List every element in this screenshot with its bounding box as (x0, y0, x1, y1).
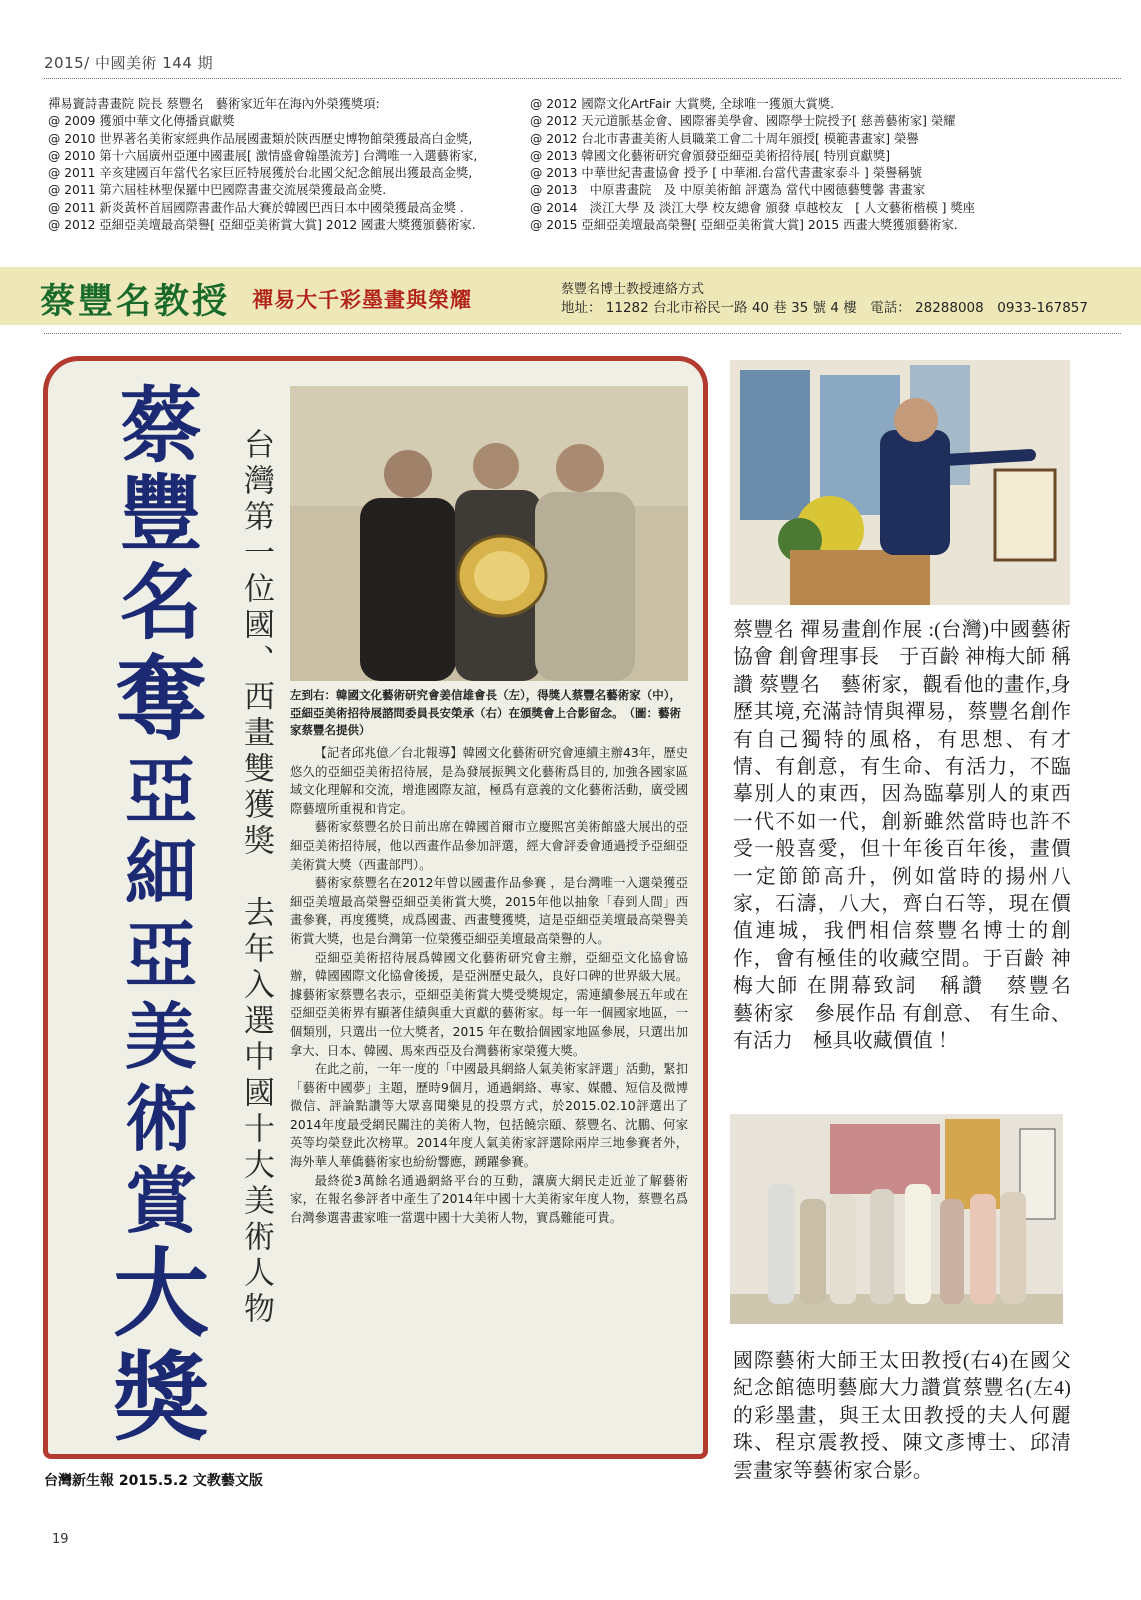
page-number: 19 (52, 1532, 69, 1547)
headline-char: 蔡 (119, 378, 202, 474)
award-item: @ 2010 第十六屆廣州亞運中國畫展[ 激情盛會翰墨流芳] 台灣唯一入選藝術家, (48, 148, 478, 163)
headline-char: 細 (124, 830, 197, 915)
section-divider (44, 333, 1121, 334)
award-photo (290, 386, 688, 681)
speech-photo-illustration (730, 360, 1070, 605)
clipping-subhead: 台灣第一位國、西畫雙獲獎 去年入選中國十大美術人物 (238, 428, 274, 1328)
award-item: @ 2012 台北市書畫美術人員職業工會二十周年頒授[ 模範書畫家] 榮譽 (530, 131, 919, 146)
headline-char: 術 (124, 1076, 197, 1161)
clipping-headline (86, 378, 236, 1454)
award-item: @ 2015 亞細亞美壇最高榮譽[ 亞細亞美術賞大賞] 2015 西畫大獎獲頒藝術家. (530, 218, 958, 233)
article-paragraph: 藝術家蔡豐名在2012年曾以國畫作品參賽 ，是台灣唯一入選榮獲亞細亞美壇最高榮譽亞細亞美術賞大獎，2015年他以抽象「春到人間」西畫參賽，再度獲獎，成爲國畫、西畫雙獲獎，這是亞細亞美壇最高榮譽美術賞大獎，也是台灣第一位榮獲亞細亞美壇最高榮譽的人。 (290, 876, 688, 946)
article-paragraph: 在此之前，一年一度的「中國最具網絡人氣美術家評選」活動，緊扣「藝術中國夢」主題，歷時9個月，通過網絡、專家、媒體、短信及微博微信、評論點讚等大眾喜聞樂見的投票方式，於2015.02.10評選出了2014年度最受網民關注的美術人物，包括饒宗頤、蔡豐名、沈鵬、何家英等均榮登此次榜單。2014年度人氣美術家評選除兩岸三地參賽者外，海外華人華僑藝術家也紛紛響應，踴躍參賽。 (290, 1062, 688, 1170)
speech-photo (730, 360, 1070, 605)
photo-caption: 左到右：韓國文化藝術研究會姜信雄會長（左），得獎人蔡豐名藝術家（中），亞細亞美術招待展諮問委員長安榮承（右）在頒獎會上合影留念。 （圖：藝術家蔡豐名提供） (290, 688, 681, 737)
headline-char: 豐 (119, 466, 202, 562)
headline-char: 奪 (114, 645, 207, 753)
article-paragraph: 最終從3萬餘名通過網絡平台的互動，讓廣大網民走近並了解藝術家，在報名參評者中產生了2014年中國十大美術家年度人物，蔡豐名爲台灣參選書畫家唯一當選中國十大美術人物，實爲難能可貴。 (290, 1173, 688, 1225)
award-item: 禪易竇詩書畫院 院長 蔡豐名 藝術家近年在海內外榮獲獎項: (48, 97, 380, 111)
award-item: @ 2014 淡江大學 及 淡江大學 校友總會 頒發 卓越校友 [ 人文藝術楷模 ] 獎座 (530, 200, 975, 215)
awards-list-left (48, 96, 477, 234)
headline-char: 名 (119, 555, 202, 651)
group-photo-illustration (730, 1114, 1063, 1324)
award-item: @ 2013 中華世紀書畫協會 授予 [ 中華湘.台當代書畫家泰斗 ] 榮譽稱號 (530, 166, 922, 181)
headline-char: 大 (113, 1237, 209, 1350)
banner-subtitle: 禪易大千彩墨畫與榮耀 (252, 288, 472, 312)
newspaper-source: 台灣新生報 2015.5.2 文教藝文版 (44, 1473, 263, 1489)
awards-list-right (530, 96, 975, 234)
award-item: @ 2012 國際文化ArtFair 大賞獎, 全球唯一獲頒大賞獎. (530, 97, 835, 111)
award-item: @ 2012 亞細亞美壇最高榮譽[ 亞細亞美術賞大賞] 2012 國畫大獎獲頒藝術家. (48, 218, 476, 233)
contact-title: 蔡豐名博士教授連絡方式 (561, 282, 705, 297)
award-item: @ 2012 天元道脈基金會、國際審美學會、國際學士院授予[ 慈善藝術家] 榮耀 (530, 114, 956, 129)
headline-char: 獎 (113, 1341, 209, 1454)
article-paragraph: 藝術家蔡豐名於日前出席在韓國首爾市立慶熙宮美術館盛大展出的亞細亞美術招待展，他以西畫作品參加評選，經大會評委會通過授予亞細亞美術賞大獎（西畫部門）。 (290, 820, 688, 872)
article-paragraph: 亞細亞美術招待展爲韓國文化藝術研究會主辦，亞細亞文化協會協辦，韓國國際文化協會後援，是亞洲歷史最久，良好口碑的世界級大展。據藝術家蔡豐名表示，亞細亞美術賞大獎受獎規定，需連續參展五年或在亞細亞美術界有顯著佳績與重大貢獻的藝術家。每一年一個國家地區，一個類別，只選出一位大獎者，2015 年在數拾個國家地區參展，只選出加拿大、日本、韓國、馬來西亞及台灣藝術家榮獲大獎。 (290, 950, 688, 1058)
award-item: @ 2013 中原書畫院 及 中原美術館 評選為 當代中國德藝雙馨 書畫家 (530, 183, 926, 198)
group-photo-caption: 國際藝術大師王太田教授(右4)在國父紀念館德明藝廊大力讚賞蔡豐名(左4)的彩墨畫，與王太田教授的夫人何麗珠、程京震教授、陳文彥博士、邱清雲畫家等藝術家合影。 (733, 1350, 1071, 1482)
award-item: @ 2011 辛亥建國百年當代名家巨匠特展獲於台北國父紀念館展出獲最高金獎, (48, 166, 473, 181)
award-item: @ 2010 世界著名美術家經典作品展國畫類於陝西歷史博物館榮獲最高白金獎, (48, 131, 473, 146)
top-divider (44, 78, 1121, 79)
award-item: @ 2011 新炎黃杯首屆國際書畫作品大賽於韓國巴西日本中國榮獲最高金獎 . (48, 200, 464, 215)
article-paragraph: 【記者邱兆億／台北報導】韓國文化藝術研究會連續主辦43年，歷史悠久的亞細亞美術招待展，是為發展振興文化藝術爲目的, 加強各國家區域文化理解和交流，增進國際友誼，極爲有意義的文化藝術活動，廣受國際藝壇所重視和肯定。 (290, 746, 688, 816)
issue-label: 2015/ 中國美術 144 期 (44, 54, 214, 72)
award-photo-illustration (290, 386, 688, 681)
article-body (290, 744, 688, 1227)
group-photo (730, 1114, 1063, 1324)
headline-char: 亞 (124, 748, 197, 833)
exhibition-review-text: 蔡豐名 禪易畫創作展 :(台灣)中國藝術協會 創會理事長 于百齡 神梅大師 稱讚 蔡豐名 藝術家，觀看他的畫作,身歷其境,充滿詩情與禪易，蔡豐名創作有自己獨特的風格，有思想、有才情、有創意，有生命、有活力，不臨摹別人的東西，因為臨摹別人的東西一代不如一代，創新雖然當時也許不受一般喜愛，但十年後百年後，畫價一定節節高升，例如當時的揚州八家，石濤，八大，齊白石等，現在價值連城，我們相信蔡豐名博士的創作，會有極佳的收藏空間。于百齡 神梅大師 在開幕致詞 稱讚 蔡豐名 藝術家 參展作品 有創意、 有生命、 有活力 極具收藏價值 ！ (733, 619, 1091, 1053)
contact-address: 地址： 11282 台北市裕民一路 40 巷 35 號 4 樓 電話： 28288008 0933-167857 (561, 300, 1088, 316)
award-item: @ 2013 韓國文化藝術研究會頒發亞細亞美術招待展[ 特別貢獻獎] (530, 148, 891, 163)
headline-char: 亞 (124, 912, 197, 997)
award-item: @ 2011 第六屆桂林聖保羅中巴國際書畫交流展榮獲最高金獎. (48, 183, 387, 198)
headline-char: 賞 (124, 1158, 197, 1243)
award-item: @ 2009 獲頒中華文化傳播貢獻獎 (48, 114, 235, 129)
headline-char: 美 (124, 994, 197, 1079)
banner-name: 蔡豐名教授 (40, 282, 231, 322)
